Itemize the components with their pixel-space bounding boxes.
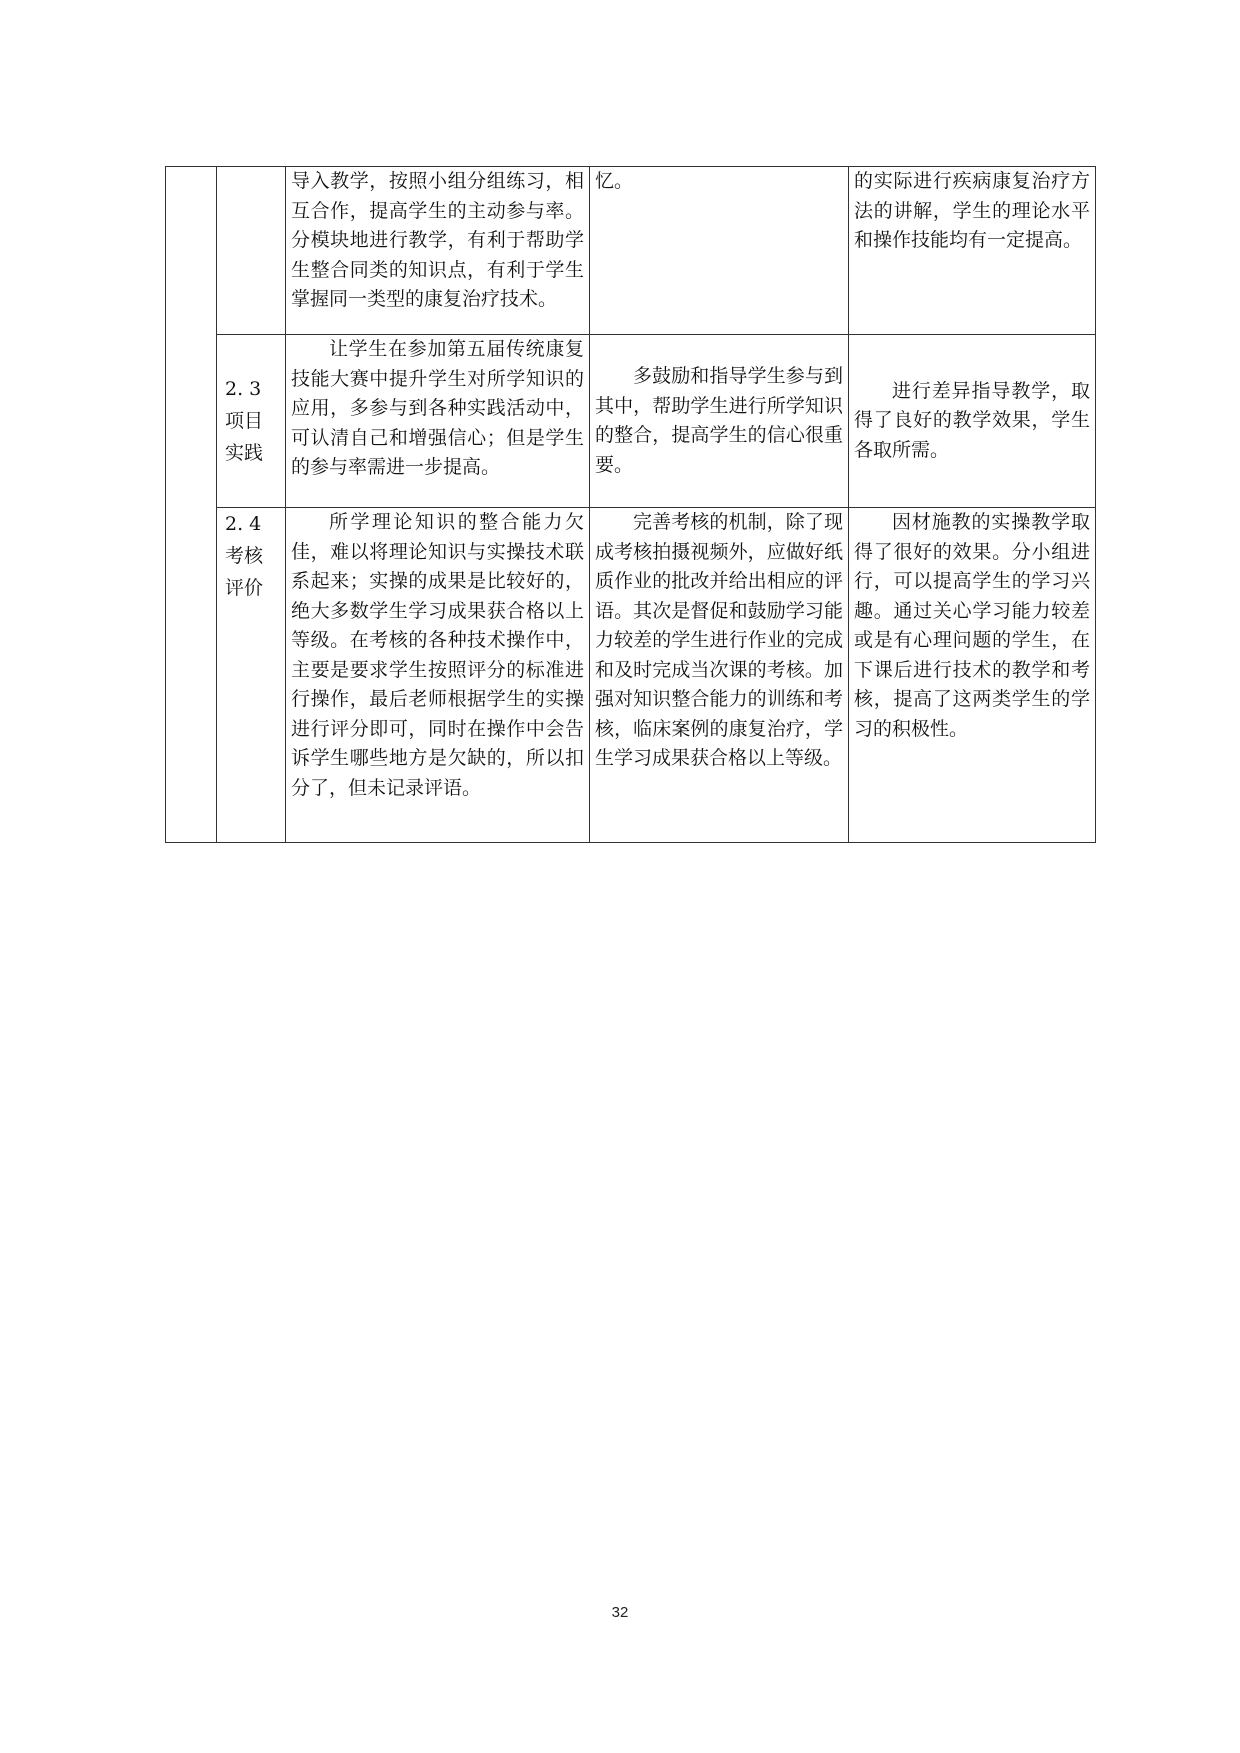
table-row	[166, 508, 1096, 843]
reflection-table	[165, 166, 1096, 843]
measure-cell: 忆。	[590, 167, 849, 335]
measure-cell: 完善考核的机制，除了现成考核拍摄视频外，应做好纸质作业的批改并给出相应的评语。其次是督促和鼓励学习能力较差的学生进行作业的完成和及时完成当次课的考核。加强对知识整合能力的训练和考核，临床案例的康复治疗，学生学习成果获合格以上等级。	[590, 508, 849, 843]
section-label-cell	[217, 335, 286, 508]
table-row	[166, 167, 1096, 335]
effect-cell: 因材施教的实操教学取得了很好的效果。分小组进行，可以提高学生的学习兴趣。通过关心学习能力较差或是有心理问题的学生，在下课后进行技术的教学和考核，提高了这两类学生的学习的积极性。	[849, 508, 1096, 843]
section-label-cell	[217, 167, 286, 335]
outer-category-cell	[166, 167, 217, 843]
effect-cell: 进行差异指导教学，取得了良好的教学效果，学生各取所需。	[849, 335, 1096, 508]
section-number: 2. 4	[225, 513, 262, 535]
section-number: 2. 3	[225, 378, 262, 400]
section-name: 项目实践	[225, 410, 264, 464]
problem-cell: 导入教学，按照小组分组练习，相互合作，提高学生的主动参与率。分模块地进行教学，有利于帮助学生整合同类的知识点，有利于学生掌握同一类型的康复治疗技术。	[286, 167, 590, 335]
problem-cell: 所学理论知识的整合能力欠佳，难以将理论知识与实操技术联系起来；实操的成果是比较好的，绝大多数学生学习成果获合格以上等级。在考核的各种技术操作中，主要是要求学生按照评分的标准进行操作，最后老师根据学生的实操进行评分即可，同时在操作中会告诉学生哪些地方是欠缺的，所以扣分了，但未记录评语。	[286, 508, 590, 843]
problem-cell: 让学生在参加第五届传统康复技能大赛中提升学生对所学知识的应用，多参与到各种实践活动中，可认清自己和增强信心；但是学生的参与率需进一步提高。	[286, 335, 590, 508]
page-number: 32	[611, 1604, 629, 1621]
section-name: 考核评价	[225, 545, 264, 599]
section-label-cell	[217, 508, 286, 843]
table-row	[166, 335, 1096, 508]
effect-cell: 的实际进行疾病康复治疗方法的讲解，学生的理论水平和操作技能均有一定提高。	[849, 167, 1096, 335]
measure-cell: 多鼓励和指导学生参与到其中，帮助学生进行所学知识的整合，提高学生的信心很重要。	[590, 335, 849, 508]
